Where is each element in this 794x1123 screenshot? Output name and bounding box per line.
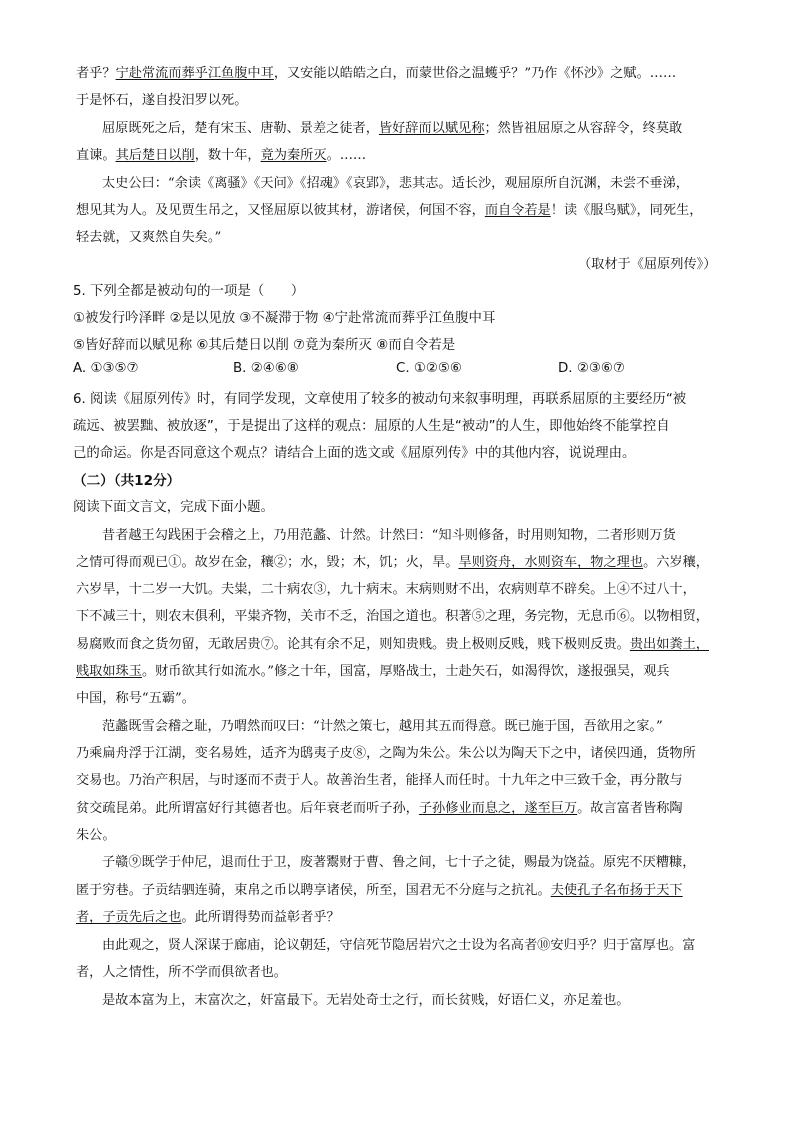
question-5-items-row-1: ①被发行吟泽畔 ②是以见放 ③不凝滞于物 ④宁赴常流而葬乎江鱼腹中耳 bbox=[73, 311, 496, 326]
question-5-option-d: D. ②③⑥⑦ bbox=[558, 361, 625, 376]
passage1-line-7: 轻去就，又爽然自失矣。” bbox=[76, 230, 222, 245]
passage1-source: （取材于《屈原列传》） bbox=[578, 257, 717, 272]
passage2-p1-line-4: 下不减三十，则农末俱利，平粜齐物，关市不乏，治国之道也。积著⑤之理，务完物，无息币⑥。以物相贸， bbox=[76, 609, 709, 624]
passage2-p2-line-4: 贫交疏昆弟。此所谓富好行其德者也。后年衰老而听子孙，子孙修业而息之，遂至巨万。故言富者皆称陶 bbox=[76, 801, 683, 816]
passage2-p1-line-7: 中国，称号“五霸”。 bbox=[76, 691, 195, 706]
underlined-sentence: 子孙修业而息之，遂至巨万 bbox=[418, 801, 578, 816]
underlined-sentence: 贱取如珠玉 bbox=[76, 664, 142, 679]
passage2-p3-line-2: 匿于穷巷。子贡结驷连骑，束帛之币以聘享诸侯，所至，国君无不分庭与之抗礼。夫使孔子名布扬于天下 bbox=[76, 883, 683, 898]
passage2-p2-line-1: 范蠡既雪会稽之耻，乃喟然而叹曰：“计然之策七，越用其五而得意。既已施于国，吾欲用之家。” bbox=[102, 719, 663, 734]
underlined-sentence: 旱则资舟，水则资车，物之理也 bbox=[458, 555, 644, 570]
question-5-option-b: B. ②④⑥⑧ bbox=[233, 361, 299, 376]
passage2-p5-line-1: 是故本富为上，末富次之，奸富最下。无岩处奇士之行，而长贫贱，好语仁义，亦足羞也。 bbox=[102, 993, 630, 1008]
passage2-p4-line-1: 由此观之，贤人深谋于廊庙，论议朝廷，守信死节隐居岩穴之士设为名高者⑩安归乎？归于富厚也。富 bbox=[102, 938, 696, 953]
passage2-p1-line-1: 昔者越王勾践困于会稽之上，乃用范蠡、计然。计然曰：“知斗则修备，时用则知物，二者形则万货 bbox=[102, 528, 676, 543]
question-5-items-row-2: ⑤皆好辞而以赋见称 ⑥其后楚日以削 ⑦竟为秦所灭 ⑧而自令若是 bbox=[73, 338, 456, 353]
underlined-sentence: 皆好辞而以赋见称 bbox=[378, 121, 485, 136]
underlined-sentence: 夫使孔子名布扬于天下 bbox=[550, 883, 683, 898]
passage2-p1-line-6: 贱取如珠玉。财币欲其行如流水。”修之十年，国富，厚赂战士，士赴矢石，如渴得饮，遂报强吴，观兵 bbox=[76, 664, 670, 679]
passage2-p3-line-3: 者，子贡先后之也。此所谓得势而益彰者乎？ bbox=[76, 910, 340, 925]
passage1-line-4: 直谏。其后楚日以削，数十年，竟为秦所灭。…… bbox=[76, 148, 367, 163]
section-2-instruction: 阅读下面文言文，完成下面小题。 bbox=[73, 500, 274, 515]
underlined-sentence: 者，子贡先后之也 bbox=[76, 910, 182, 925]
passage2-p2-line-2: 乃乘扁舟浮于江湖，变名易姓，适齐为鸱夷子皮⑧，之陶为朱公。朱公以为陶天下之中，诸侯四通，货物所 bbox=[76, 746, 696, 761]
passage2-p2-line-5: 朱公。 bbox=[76, 828, 116, 843]
question-6-line-2: 疏远、被罢黜、被放逐”，于是提出了这样的观点：屈原的人生是“被动”的人生，即他始终不能掌控自 bbox=[73, 419, 670, 434]
passage1-line-1: 者乎？宁赴常流而葬乎江鱼腹中耳，又安能以皓皓之白，而蒙世俗之温蠖乎？”乃作《怀沙》之赋。…… bbox=[76, 66, 677, 81]
passage1-line-3: 屈原既死之后，楚有宋玉、唐勒、景差之徒者，皆好辞而以赋见称；然皆祖屈原之从容辞令，终莫敢 bbox=[102, 121, 683, 136]
passage2-p1-line-5: 易腐败而食之货勿留，无敢居贵⑦。论其有余不足，则知贵贱。贵上极则反贱，贱下极则反贵。贵出如粪土， bbox=[76, 637, 709, 652]
underlined-sentence: 贵出如粪土， bbox=[629, 637, 709, 652]
question-5-stem: 5. 下列全都是被动句的一项是（ ） bbox=[73, 284, 305, 299]
passage2-p3-line-1: 子赣⑨既学于仲尼，退而仕于卫，废著鬻财于曹、鲁之间，七十子之徒，赐最为饶益。原宪不厌糟糠， bbox=[102, 855, 696, 870]
section-2-heading: （二）（共12分） bbox=[73, 473, 181, 489]
passage2-p1-line-3: 六岁旱，十二岁一大饥。夫粜，二十病农③，九十病末。末病则财不出，农病则草不辟矣。上④不过八十， bbox=[76, 582, 696, 597]
underlined-sentence: 竟为秦所灭 bbox=[260, 148, 327, 163]
passage2-p2-line-3: 交易也。乃治产积居，与时逐而不责于人。故善治生者，能择人而任时。十九年之中三致千金，再分散与 bbox=[76, 773, 683, 788]
passage1-line-2: 于是怀石，遂自投汨罗以死。 bbox=[76, 93, 248, 108]
passage2-p4-line-2: 者，人之情性，所不学而俱欲者也。 bbox=[76, 965, 287, 980]
underlined-sentence: 宁赴常流而葬乎江鱼腹中耳 bbox=[115, 66, 274, 81]
question-5-option-c: C. ①②⑤⑥ bbox=[396, 361, 462, 376]
question-6-line-3: 己的命运。你是否同意这个观点？请结合上面的选文或《屈原列传》中的其他内容，说说理由。 bbox=[73, 446, 636, 461]
underlined-sentence: 其后楚日以削 bbox=[115, 148, 195, 163]
passage2-p1-line-2: 之情可得而观已①。故岁在金，穰②；水，毁；木，饥；火，旱。旱则资舟，水则资车，物之理也。六岁穰， bbox=[76, 555, 709, 570]
question-5-option-a: A. ①③⑤⑦ bbox=[73, 361, 139, 376]
passage1-line-6: 想见其为人。及见贾生吊之，又怪屈原以彼其材，游诸侯，何国不容，而自令若是！读《服鸟赋》，同死生， bbox=[76, 203, 703, 218]
passage1-line-5: 太史公曰：“余读《离骚》《天问》《招魂》《哀郢》，悲其志。适长沙，观屈原所自沉渊，未尝不垂涕， bbox=[102, 176, 689, 191]
question-6-line-1: 6. 阅读《屈原列传》时，有同学发现，文章使用了较多的被动句来叙事明理，再联系屈原的主要经历“被 bbox=[73, 392, 687, 407]
underlined-sentence: 而自令若是 bbox=[484, 203, 551, 218]
